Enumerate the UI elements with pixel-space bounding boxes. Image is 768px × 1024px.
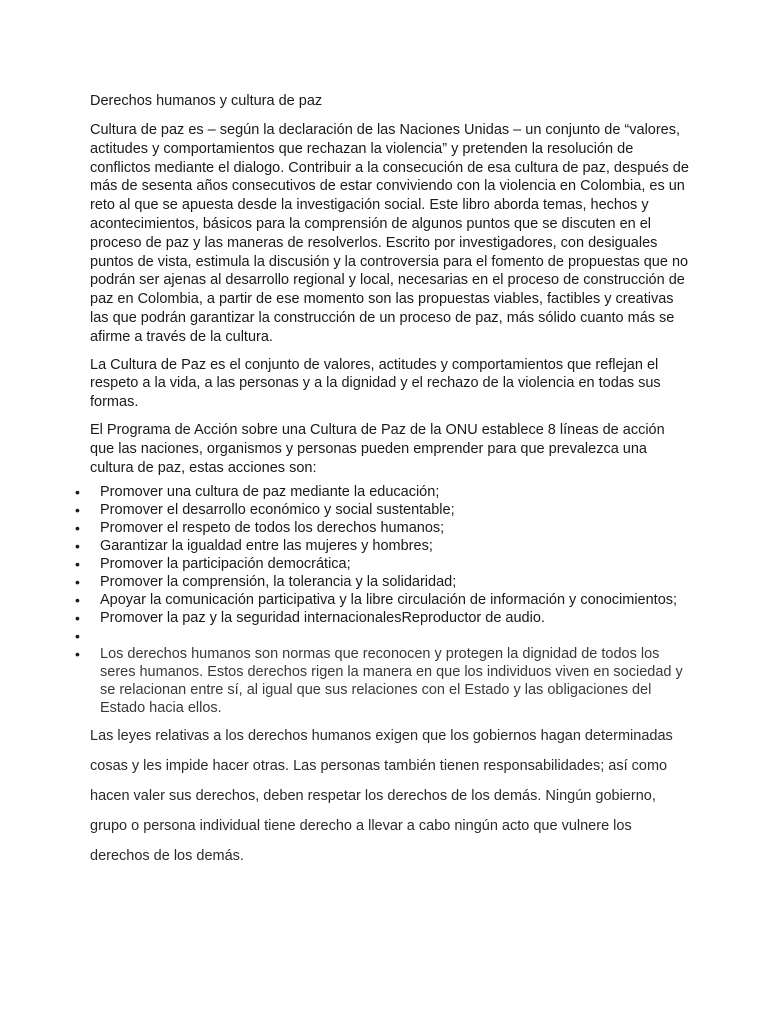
list-item: • Promover el respeto de todos los derechos humanos; xyxy=(75,520,445,537)
bullet-icon: • xyxy=(75,538,80,555)
bullet-icon: • xyxy=(75,610,80,627)
document-page xyxy=(75,92,690,871)
list-item: • Apoyar la comunicación participativa y la libre circulación de información y conocimientos; xyxy=(75,592,678,609)
list-item: • Los derechos humanos son normas que reconocen y protegen la dignidad de todos los seres humanos. Estos derechos rigen la manera en que los individuos viven en sociedad y se relacionan entre sí, al igual que sus relaciones con el Estado y las obligaciones del Estado hacia ellos. xyxy=(75,646,683,717)
bullet-icon: • xyxy=(75,520,80,537)
list-item: • Promover la comprensión, la tolerancia y la solidaridad; xyxy=(75,574,457,591)
list-item xyxy=(0,627,690,645)
list-item: • Garantizar la igualdad entre las mujeres y hombres; xyxy=(75,538,433,555)
bullet-icon: • xyxy=(75,556,80,573)
bullet-icon: • xyxy=(75,484,80,501)
list-item: • Promover el desarrollo económico y social sustentable; xyxy=(75,502,455,519)
list-item: • Promover la paz y la seguridad internacionalesReproductor de audio. xyxy=(75,610,545,627)
action-lines-list xyxy=(0,483,690,717)
paragraph-definicion: La Cultura de Paz es el conjunto de valores, actitudes y comportamientos que reflejan el respeto a la vida, a las personas y a la dignidad y el rechazo de la violencia en todas sus formas. xyxy=(90,356,661,411)
bullet-icon: • xyxy=(75,574,80,591)
bullet-icon: • xyxy=(75,628,80,645)
bullet-icon: • xyxy=(75,502,80,519)
paragraph-leyes-derechos: Las leyes relativas a los derechos humanos exigen que los gobiernos hagan determinadas cosas y les impide hacer otras. Las personas también tienen responsabilidades; así como hacen valer sus derechos, deben respetar los derechos de los demás. Ningún gobierno, grupo o persona individual tiene derecho a llevar a cabo ningún acto que vulnere los derechos de los demás. xyxy=(90,728,673,865)
list-item: • Promover una cultura de paz mediante la educación; xyxy=(75,484,440,501)
document-title: Derechos humanos y cultura de paz xyxy=(90,93,323,109)
bullet-icon: • xyxy=(75,592,80,609)
list-item: • Promover la participación democrática; xyxy=(75,556,351,573)
paragraph-cultura-de-paz: Cultura de paz es – según la declaración de las Naciones Unidas – un conjunto de “valores, actitudes y comportamientos que rechazan la violencia” y pretenden la resolución de conflictos mediante el dialogo. Contribuir a la consecución de esa cultura de paz, después de más de sesenta años consecutivos de estar conviviendo con la violencia en Colombia, es un reto al que se apuesta desde la investigación social. Este libro aborda temas, hechos y acontecimientos, básicos para la comprensión de algunos puntos que se discuten en el proceso de paz y las maneras de resolverlos. Escrito por investigadores, con desiguales puntos de vista, estimula la discusión y la controversia para el fomento de propuestas que no podrán ser ajenas al desarrollo regional y local, necesarias en el proceso de construcción de paz en Colombia, a partir de ese momento son las propuestas viables, factibles y creativas las que podrán garantizar la construcción de un proceso de paz, más sólido cuanto más se afirme a través de la cultura. xyxy=(90,122,689,345)
bullet-icon: • xyxy=(75,646,80,663)
paragraph-programa-accion: El Programa de Acción sobre una Cultura de Paz de la ONU establece 8 líneas de acción que las naciones, organismos y personas pueden emprender para que prevalezca una cultura de paz, estas acciones son: xyxy=(90,421,665,476)
